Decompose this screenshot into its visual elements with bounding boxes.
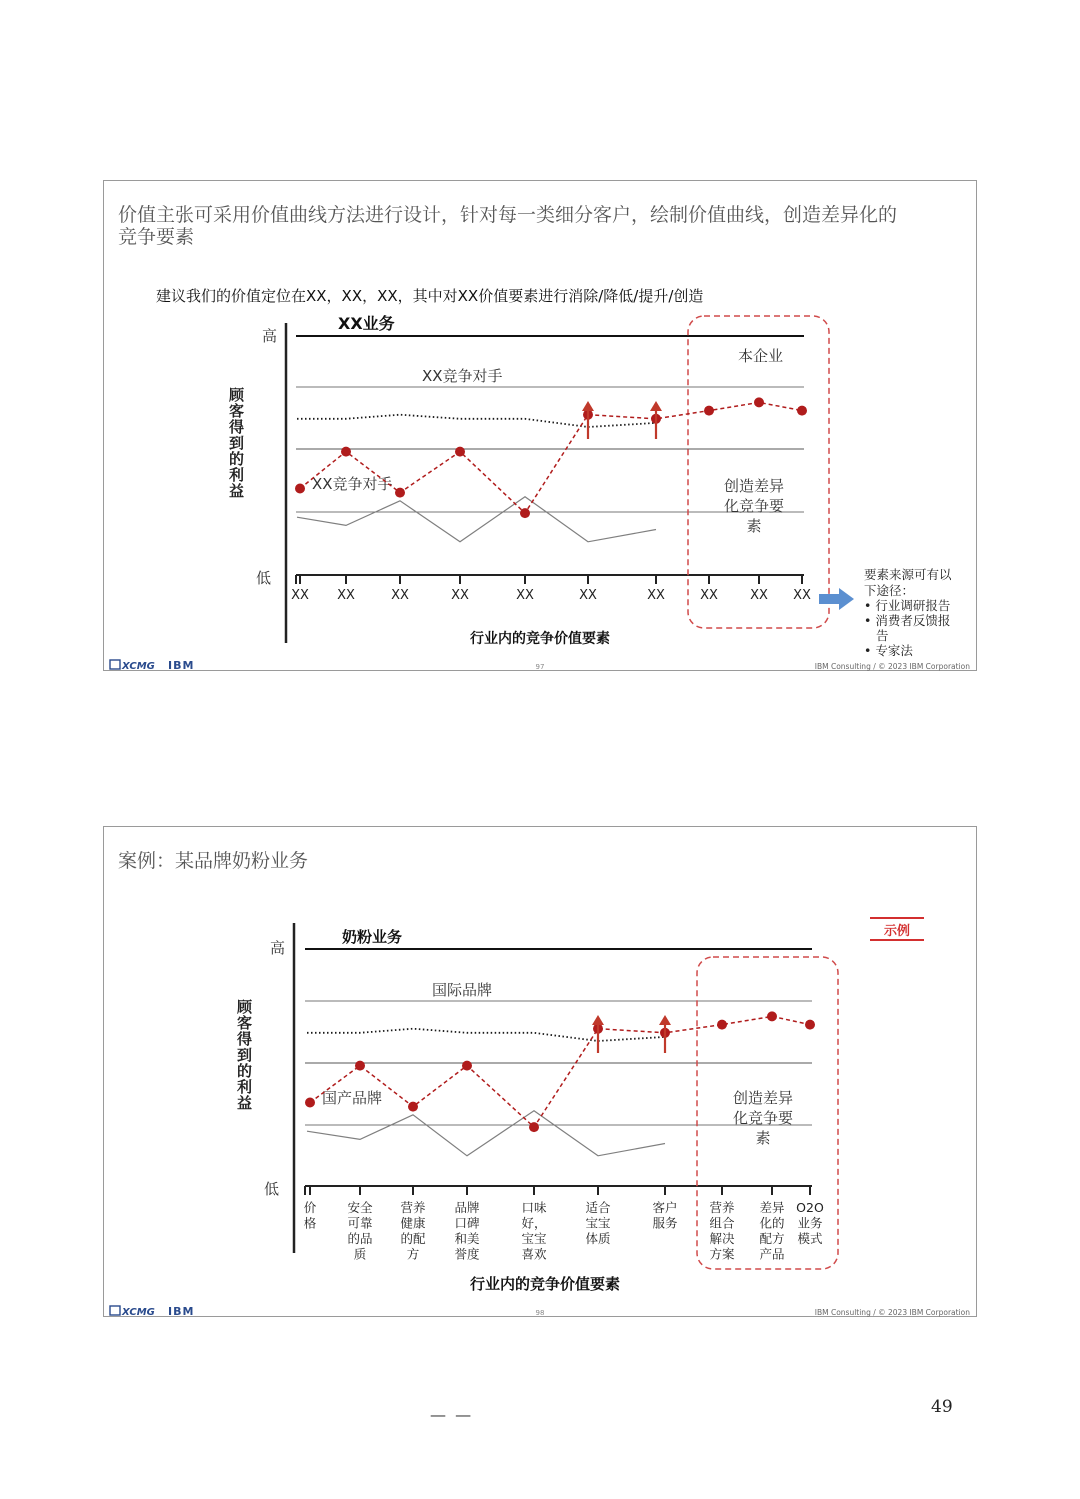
footer-copyright: IBM Consulting / © 2023 IBM Corporation	[814, 1308, 970, 1317]
page-number: 49	[931, 1397, 953, 1417]
diff-label-line2: 化竞争要	[732, 1109, 794, 1127]
y-low-label: 低	[256, 569, 272, 587]
ibm-logo: IBM	[168, 659, 195, 672]
category-label-5-line1: 口味	[521, 1200, 547, 1215]
y-axis-title: 顾客得到的利益	[227, 387, 245, 499]
category-label-9: XX	[750, 588, 768, 603]
category-label-8-line1: 营养	[709, 1200, 735, 1215]
category-label-8-line3: 解决	[709, 1231, 735, 1246]
slide-1	[103, 180, 977, 671]
category-label-3-line4: 方	[406, 1246, 420, 1262]
category-label-4-line2: 口碑	[454, 1215, 480, 1231]
slide-page-number: 97	[535, 663, 545, 671]
business-label: 奶粉业务	[342, 928, 403, 946]
slide-subtitle: 建议我们的价值定位在XX，XX，XX，其中对XX价值要素进行消除/降低/提升/创造	[156, 287, 704, 305]
category-label-9-line3: 配方	[759, 1231, 785, 1246]
category-label-10-line2: 业务	[797, 1215, 823, 1231]
category-label-1-line1: 价	[303, 1200, 317, 1215]
company-point-4	[455, 447, 465, 457]
slide-1-canvas	[104, 181, 978, 672]
category-label-9-line1: 差异	[759, 1200, 785, 1215]
category-label-2-line4: 质	[353, 1246, 367, 1262]
company-point-5	[529, 1122, 539, 1132]
category-label-9-line2: 化的	[759, 1215, 785, 1231]
competitor-bottom-label: 国产品牌	[322, 1089, 383, 1107]
category-label-5-line3: 宝宝	[521, 1231, 547, 1246]
side-note-line1: 要素来源可有以	[864, 567, 952, 582]
side-note-bullet-3: • 专家法	[864, 643, 913, 658]
company-label: 本企业	[738, 347, 784, 365]
series-competitor-low-line	[297, 497, 656, 542]
company-point-8	[704, 406, 714, 416]
company-point-8	[717, 1020, 727, 1030]
diff-label-line2: 化竞争要	[723, 497, 785, 515]
company-point-4	[462, 1061, 472, 1071]
side-note-line2: 下途径：	[864, 583, 915, 598]
y-axis-title: 顾客得到的利益	[235, 999, 253, 1111]
category-label-3: XX	[391, 588, 409, 603]
category-label-3-line3: 的配	[400, 1231, 426, 1246]
category-label-5-line2: 好，	[521, 1215, 547, 1231]
category-label-7-line2: 服务	[652, 1215, 678, 1231]
x-axis-title: 行业内的竞争价值要素	[470, 1275, 621, 1293]
category-label-6-line3: 体质	[585, 1231, 611, 1246]
series-competitor-low-line	[307, 1111, 665, 1156]
series-competitor-high-line	[307, 1029, 665, 1041]
svg-text:XCMG: XCMG	[122, 1307, 155, 1318]
diff-label-line1: 创造差异	[723, 477, 785, 495]
company-point-1	[295, 484, 305, 494]
svg-text:XCMG: XCMG	[122, 661, 155, 672]
y-low-label: 低	[264, 1180, 280, 1198]
diff-label-line3: 素	[755, 1129, 771, 1147]
blue-arrow-icon	[819, 588, 854, 610]
category-label-1-line2: 格	[303, 1215, 317, 1231]
slide-page-number: 98	[535, 1309, 545, 1317]
competitor-bottom-label: XX竞争对手	[312, 475, 393, 493]
company-point-3	[395, 488, 405, 498]
category-label-6-line1: 适合	[585, 1200, 611, 1215]
category-label-4-line1: 品牌	[454, 1200, 480, 1215]
category-label-3-line2: 健康	[400, 1215, 426, 1231]
page-footer-dash: — —	[430, 1405, 474, 1424]
category-label-1: XX	[291, 588, 309, 603]
category-labels	[304, 1186, 824, 1262]
slide-title: 案例：某品牌奶粉业务	[118, 850, 309, 872]
diff-label-line1: 创造差异	[732, 1089, 794, 1107]
category-label-8-line2: 组合	[709, 1215, 735, 1231]
category-label-3-line1: 营养	[400, 1200, 426, 1215]
slide-title-line2: 竞争要素	[118, 226, 195, 248]
company-point-9	[754, 397, 764, 407]
category-label-8-line4: 方案	[709, 1246, 735, 1262]
company-point-10	[797, 406, 807, 416]
category-label-10-line1: O2O	[796, 1200, 824, 1215]
side-note-bullet-1: • 行业调研报告	[864, 598, 951, 613]
company-point-2	[355, 1061, 365, 1071]
slide-2	[103, 826, 977, 1317]
company-point-5	[520, 508, 530, 518]
example-badge	[870, 918, 924, 940]
category-label-4: XX	[451, 588, 469, 603]
raise-arrow-1	[592, 1015, 604, 1053]
category-label-10: XX	[793, 588, 811, 603]
category-label-6-line2: 宝宝	[585, 1215, 611, 1231]
category-label-4-line4: 誉度	[454, 1246, 480, 1262]
y-high-label: 高	[262, 327, 278, 345]
company-point-1	[305, 1098, 315, 1108]
company-point-10	[805, 1020, 815, 1030]
footer-copyright: IBM Consulting / © 2023 IBM Corporation	[814, 662, 970, 671]
category-label-6: XX	[579, 588, 597, 603]
competitor-top-label: XX竞争对手	[422, 367, 503, 385]
side-note-bullet-2-cont: 告	[876, 628, 889, 643]
y-high-label: 高	[270, 939, 286, 957]
company-point-9	[767, 1011, 777, 1021]
category-label-9-line4: 产品	[759, 1246, 785, 1262]
category-label-10-line3: 模式	[797, 1231, 823, 1246]
business-label: XX业务	[338, 314, 395, 333]
ibm-logo: IBM	[168, 1305, 195, 1318]
series-competitor-high-line	[297, 415, 656, 427]
category-label-7: XX	[647, 588, 665, 603]
category-label-2: XX	[337, 588, 355, 603]
category-label-8: XX	[700, 588, 718, 603]
category-label-5-line4: 喜欢	[521, 1246, 547, 1262]
company-point-3	[408, 1102, 418, 1112]
category-label-5: XX	[516, 588, 534, 603]
xcmg-logo	[110, 660, 155, 672]
category-label-2-line2: 可靠	[347, 1215, 373, 1231]
category-label-4-line3: 和美	[454, 1231, 480, 1246]
xcmg-logo	[110, 1306, 155, 1318]
slide-2-canvas	[104, 827, 978, 1318]
company-point-2	[341, 447, 351, 457]
x-axis-title: 行业内的竞争价值要素	[470, 631, 610, 647]
category-labels	[291, 575, 811, 603]
category-label-7-line1: 客户	[652, 1200, 678, 1215]
category-label-2-line1: 安全	[347, 1200, 373, 1215]
category-label-2-line3: 的品	[347, 1231, 373, 1246]
competitor-top-label: 国际品牌	[432, 981, 493, 999]
slide-title-line1: 价值主张可采用价值曲线方法进行设计，针对每一类细分客户，绘制价值曲线，创造差异化的	[118, 204, 898, 226]
diff-label-line3: 素	[746, 517, 762, 535]
side-note-bullet-2: • 消费者反馈报	[864, 613, 951, 628]
svg-text:示例: 示例	[883, 924, 911, 939]
